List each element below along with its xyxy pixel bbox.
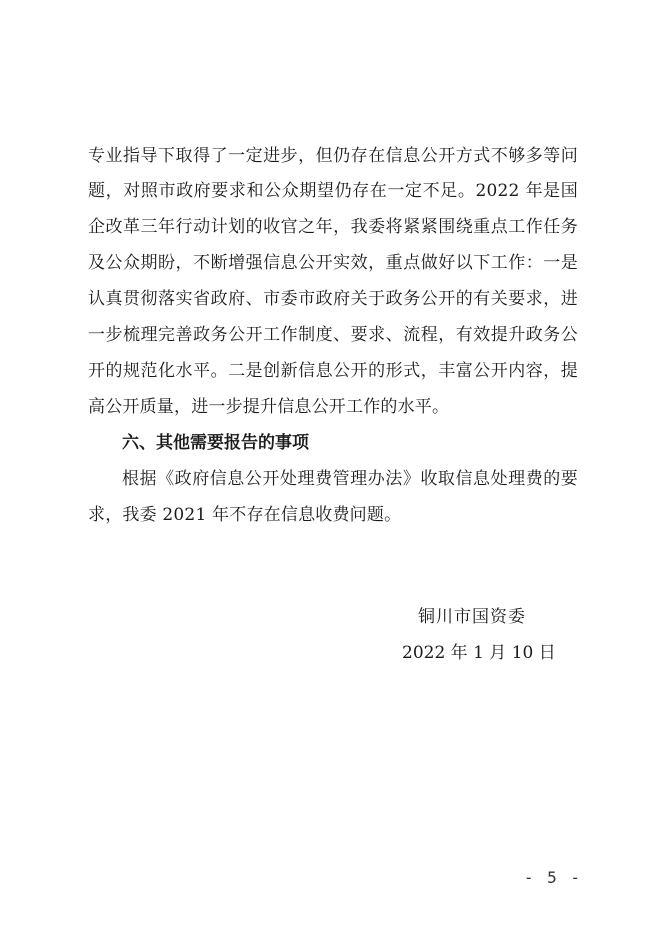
- paragraph-1-line-1: 专业指导下取得了一定进步，但仍存在信息公开方式不够多等问: [88, 146, 578, 166]
- paragraph-1-line-8: 高公开质量，进一步提升信息公开工作的水平。: [88, 397, 450, 417]
- paragraph-1-line-5: 认真贯彻落实省政府、市委市政府关于政务公开的有关要求，进: [88, 289, 578, 309]
- signature-date: 2022 年 1 月 10 日: [402, 643, 556, 663]
- signature-organization: 铜川市国资委: [418, 607, 526, 627]
- paragraph-1-line-6: 一步梳理完善政务公开工作制度、要求、流程，有效提升政务公: [88, 325, 578, 345]
- paragraph-1-line-2: 题，对照市政府要求和公众期望仍存在一定不足。2022 年是国: [88, 181, 578, 201]
- page-number: - 5 -: [523, 868, 582, 887]
- paragraph-1-line-7: 开的规范化水平。二是创新信息公开的形式，丰富公开内容，提: [88, 361, 578, 381]
- paragraph-2-line-1: 根据《政府信息公开处理费管理办法》收取信息处理费的要: [122, 469, 578, 489]
- paragraph-2-line-2: 求，我委 2021 年不存在信息收费问题。: [88, 505, 402, 525]
- paragraph-1-line-3: 企改革三年行动计划的收官之年，我委将紧紧围绕重点工作任务: [88, 217, 578, 237]
- section-heading: 六、其他需要报告的事项: [122, 433, 309, 453]
- paragraph-1-line-4: 及公众期盼，不断增强信息公开实效，重点做好以下工作：一是: [88, 253, 578, 273]
